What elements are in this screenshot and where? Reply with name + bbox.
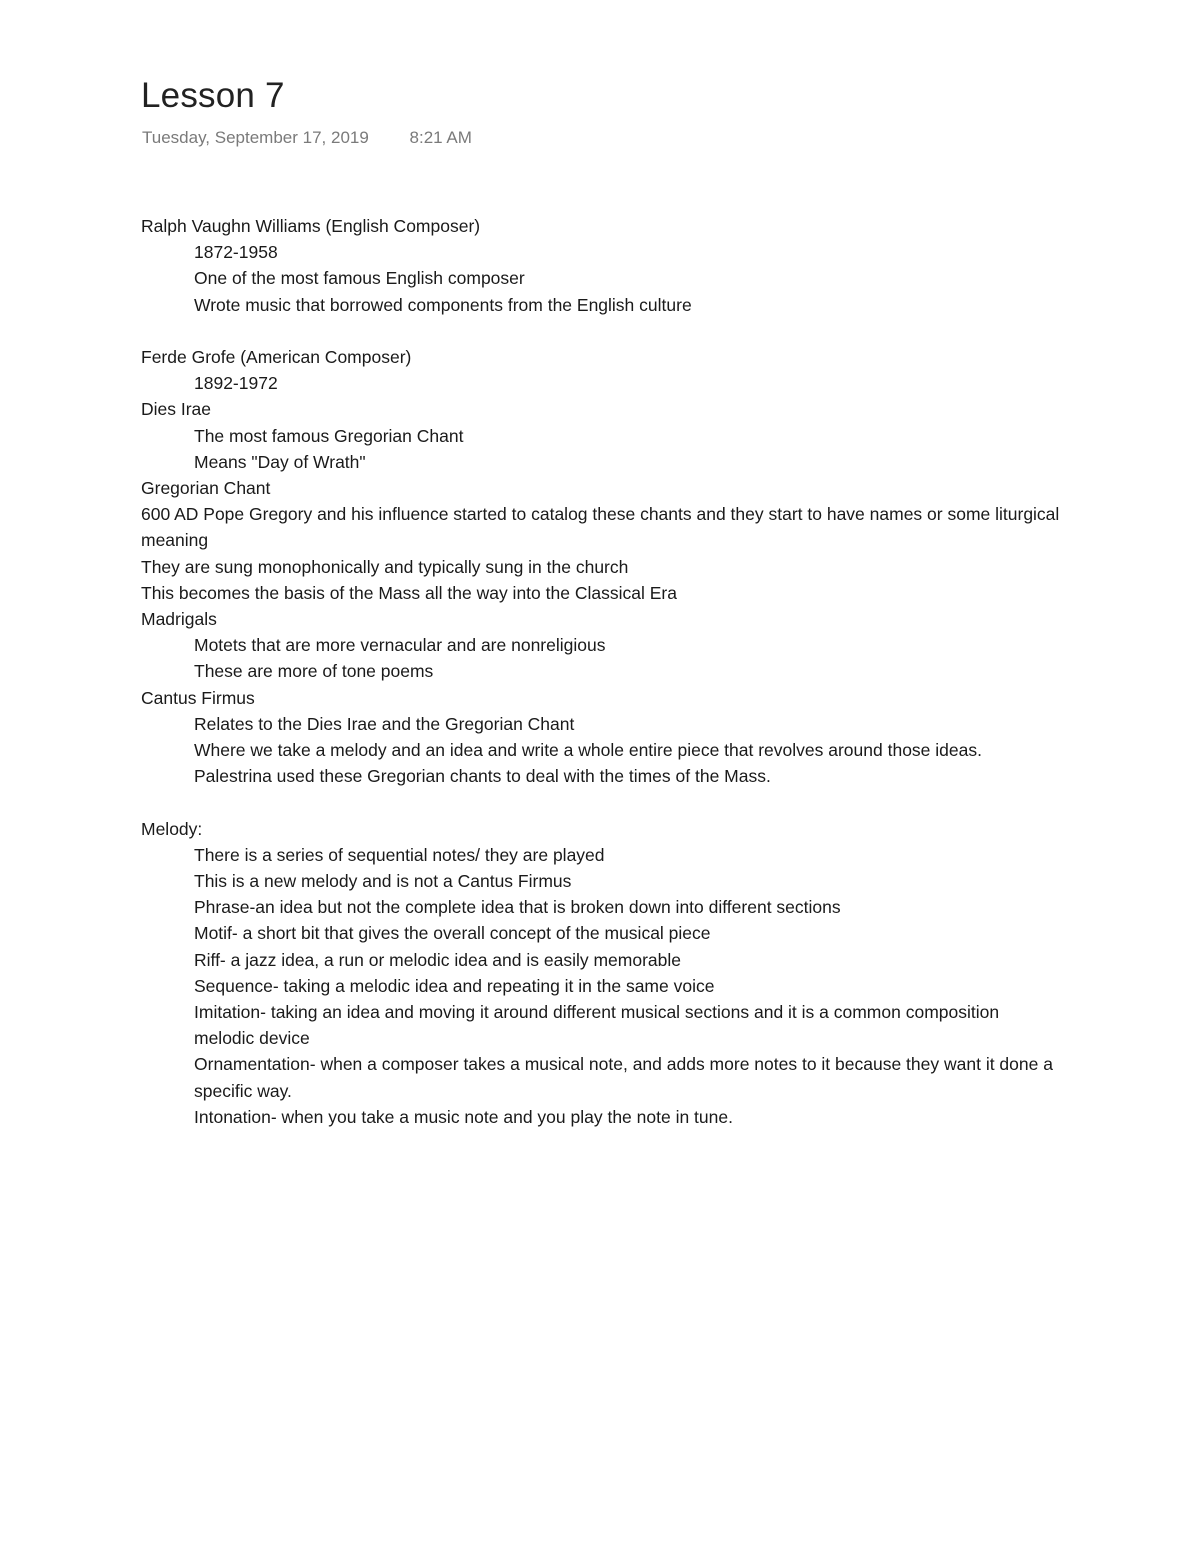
page-title: Lesson 7 <box>141 76 285 115</box>
list-item: Phrase-an idea but not the complete idea that is broken down into different sections <box>194 897 841 918</box>
list-item: Motets that are more vernacular and are nonreligious <box>194 635 606 656</box>
list-item: Intonation- when you take a music note and you play the note in tune. <box>194 1106 733 1127</box>
list-item: Sequence- taking a melodic idea and repeating it in the same voice <box>194 975 715 996</box>
list-item: Riff- a jazz idea, a run or melodic idea and is easily memorable <box>194 949 681 970</box>
section-heading-dies-irae: Dies Irae <box>141 399 212 420</box>
paragraph-line: They are sung monophonically and typically sung in the church <box>141 556 629 577</box>
list-item: Motif- a short bit that gives the overall concept of the musical piece <box>194 923 711 944</box>
blank-line <box>141 789 1061 815</box>
list-item: One of the most famous English composer <box>194 268 525 289</box>
list-item: There is a series of sequential notes/ they are played <box>194 844 605 865</box>
paragraph-line: 600 AD Pope Gregory and his influence started to catalog these chants and they start to have names or some liturgical meaning <box>141 504 1060 551</box>
list-item: 1872-1958 <box>194 242 278 263</box>
list-item: Relates to the Dies Irae and the Gregorian Chant <box>194 713 575 734</box>
paragraph-line: This becomes the basis of the Mass all the way into the Classical Era <box>141 582 677 603</box>
section-heading-cantus: Cantus Firmus <box>141 687 255 708</box>
list-item: This is a new melody and is not a Cantus Firmus <box>194 871 572 892</box>
page-time: 8:21 AM <box>409 128 472 147</box>
blank-line <box>141 318 1061 344</box>
page-date: Tuesday, September 17, 2019 <box>142 128 369 147</box>
section-heading-grofe: Ferde Grofe (American Composer) <box>141 347 412 367</box>
note-body[interactable] <box>141 213 1061 1130</box>
list-item: Palestrina used these Gregorian chants to deal with the times of the Mass. <box>194 766 771 787</box>
list-item: These are more of tone poems <box>194 661 434 682</box>
section-heading-melody: Melody: <box>141 818 203 839</box>
list-item: Means "Day of Wrath" <box>194 451 366 472</box>
section-heading-gregorian: Gregorian Chant <box>141 478 271 499</box>
page-timestamp <box>142 126 472 150</box>
list-item: Imitation- taking an idea and moving it around different musical sections and it is a common composition melodic device <box>194 1002 1000 1049</box>
list-item: The most famous Gregorian Chant <box>194 425 464 446</box>
section-heading-vaughn: Ralph Vaughn Williams (English Composer) <box>141 216 481 236</box>
list-item: Where we take a melody and an idea and write a whole entire piece that revolves around those ideas. <box>194 740 982 761</box>
list-item: Wrote music that borrowed components from the English culture <box>194 294 692 315</box>
list-item: Ornamentation- when a composer takes a musical note, and adds more notes to it because they want it done a specific way. <box>194 1054 1053 1101</box>
list-item: 1892-1972 <box>194 373 278 394</box>
section-heading-madrigals: Madrigals <box>141 609 217 630</box>
